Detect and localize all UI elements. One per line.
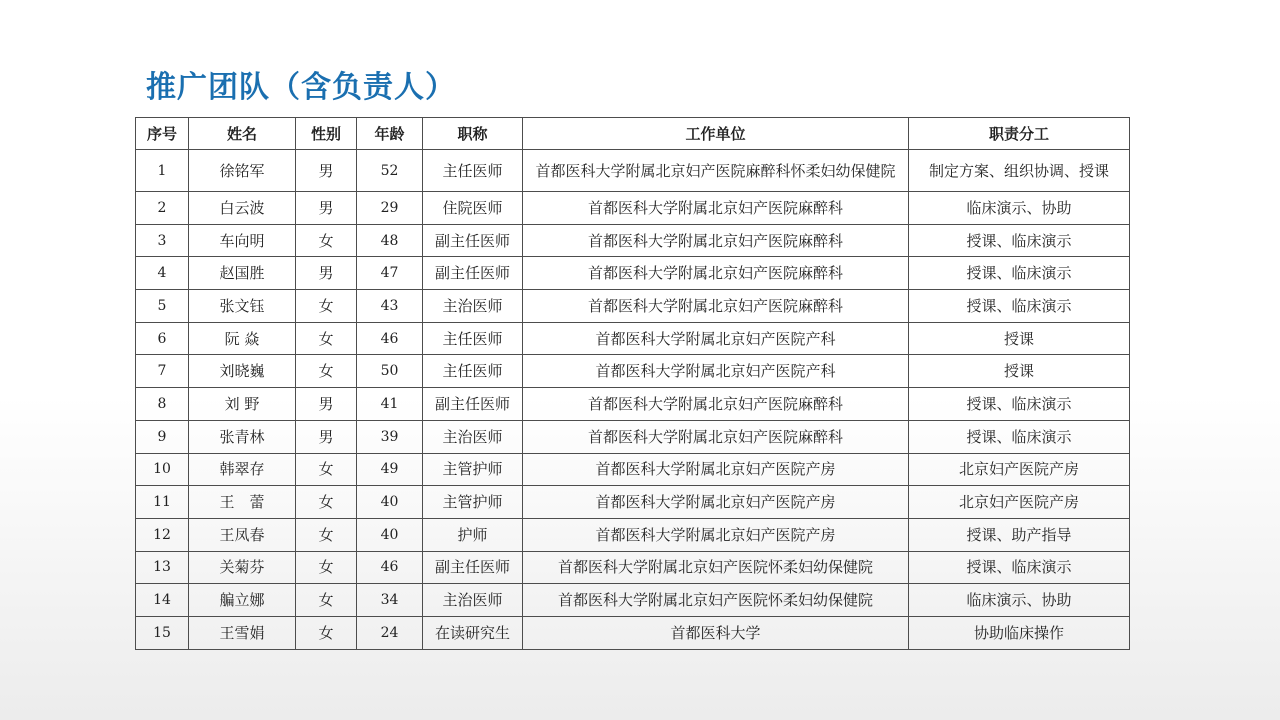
cell-workplace: 首都医科大学 — [523, 616, 909, 649]
cell-workplace: 首都医科大学附属北京妇产医院麻醉科 — [523, 420, 909, 453]
cell-name: 王 蕾 — [189, 486, 296, 519]
cell-age: 24 — [357, 616, 423, 649]
cell-title: 副主任医师 — [423, 388, 523, 421]
cell-workplace: 首都医科大学附属北京妇产医院麻醉科 — [523, 257, 909, 290]
cell-index: 2 — [136, 192, 189, 225]
cell-title: 副主任医师 — [423, 224, 523, 257]
cell-workplace: 首都医科大学附属北京妇产医院怀柔妇幼保健院 — [523, 584, 909, 617]
table-row — [136, 453, 1130, 486]
cell-gender: 女 — [296, 584, 357, 617]
header-age: 年龄 — [357, 118, 423, 150]
cell-gender: 女 — [296, 551, 357, 584]
cell-title: 主管护师 — [423, 486, 523, 519]
table-row — [136, 388, 1130, 421]
cell-name: 张文钰 — [189, 290, 296, 323]
header-name: 姓名 — [189, 118, 296, 150]
cell-index: 11 — [136, 486, 189, 519]
cell-age: 41 — [357, 388, 423, 421]
table-row — [136, 355, 1130, 388]
cell-title: 主任医师 — [423, 355, 523, 388]
cell-duty: 北京妇产医院产房 — [909, 486, 1130, 519]
cell-title: 副主任医师 — [423, 551, 523, 584]
cell-gender: 男 — [296, 192, 357, 225]
cell-duty: 授课、助产指导 — [909, 518, 1130, 551]
cell-workplace: 首都医科大学附属北京妇产医院产科 — [523, 322, 909, 355]
cell-gender: 男 — [296, 420, 357, 453]
cell-gender: 女 — [296, 355, 357, 388]
header-index: 序号 — [136, 118, 189, 150]
cell-duty: 授课 — [909, 355, 1130, 388]
cell-index: 8 — [136, 388, 189, 421]
cell-duty: 授课、临床演示 — [909, 224, 1130, 257]
cell-index: 5 — [136, 290, 189, 323]
cell-name: 白云波 — [189, 192, 296, 225]
cell-age: 46 — [357, 322, 423, 355]
cell-index: 3 — [136, 224, 189, 257]
cell-name: 王凤春 — [189, 518, 296, 551]
cell-name: 关菊芬 — [189, 551, 296, 584]
table-header — [136, 118, 1130, 150]
cell-title: 主管护师 — [423, 453, 523, 486]
cell-index: 6 — [136, 322, 189, 355]
cell-index: 12 — [136, 518, 189, 551]
cell-age: 49 — [357, 453, 423, 486]
table-row — [136, 486, 1130, 519]
header-workplace: 工作单位 — [523, 118, 909, 150]
header-row — [136, 118, 1130, 150]
cell-duty: 授课、临床演示 — [909, 551, 1130, 584]
cell-workplace: 首都医科大学附属北京妇产医院产科 — [523, 355, 909, 388]
table-body — [136, 150, 1130, 650]
table-row — [136, 616, 1130, 649]
cell-duty: 制定方案、组织协调、授课 — [909, 150, 1130, 192]
cell-gender: 女 — [296, 616, 357, 649]
cell-name: 张青林 — [189, 420, 296, 453]
cell-name: 赵国胜 — [189, 257, 296, 290]
cell-title: 住院医师 — [423, 192, 523, 225]
cell-age: 29 — [357, 192, 423, 225]
table-row — [136, 322, 1130, 355]
table-row — [136, 518, 1130, 551]
cell-workplace: 首都医科大学附属北京妇产医院麻醉科 — [523, 290, 909, 323]
header-gender: 性别 — [296, 118, 357, 150]
cell-index: 15 — [136, 616, 189, 649]
cell-gender: 女 — [296, 453, 357, 486]
cell-index: 13 — [136, 551, 189, 584]
cell-title: 护师 — [423, 518, 523, 551]
cell-gender: 女 — [296, 322, 357, 355]
table-row — [136, 584, 1130, 617]
table-row — [136, 150, 1130, 192]
cell-workplace: 首都医科大学附属北京妇产医院产房 — [523, 486, 909, 519]
cell-name: 王雪娟 — [189, 616, 296, 649]
cell-workplace: 首都医科大学附属北京妇产医院麻醉科 — [523, 224, 909, 257]
cell-duty: 授课、临床演示 — [909, 257, 1130, 290]
cell-index: 10 — [136, 453, 189, 486]
cell-age: 48 — [357, 224, 423, 257]
header-title: 职称 — [423, 118, 523, 150]
cell-gender: 女 — [296, 486, 357, 519]
slide-title: 推广团队（含负责人） — [146, 70, 456, 105]
cell-duty: 授课 — [909, 322, 1130, 355]
cell-title: 主治医师 — [423, 290, 523, 323]
cell-gender: 女 — [296, 224, 357, 257]
table-row — [136, 224, 1130, 257]
cell-gender: 男 — [296, 388, 357, 421]
cell-age: 40 — [357, 518, 423, 551]
cell-title: 副主任医师 — [423, 257, 523, 290]
cell-duty: 授课、临床演示 — [909, 388, 1130, 421]
cell-age: 40 — [357, 486, 423, 519]
table-row — [136, 192, 1130, 225]
cell-name: 车向明 — [189, 224, 296, 257]
cell-duty: 北京妇产医院产房 — [909, 453, 1130, 486]
cell-workplace: 首都医科大学附属北京妇产医院麻醉科 — [523, 192, 909, 225]
cell-gender: 女 — [296, 290, 357, 323]
cell-workplace: 首都医科大学附属北京妇产医院麻醉科怀柔妇幼保健院 — [523, 150, 909, 192]
cell-name: 刘晓巍 — [189, 355, 296, 388]
cell-workplace: 首都医科大学附属北京妇产医院麻醉科 — [523, 388, 909, 421]
cell-gender: 男 — [296, 257, 357, 290]
cell-duty: 授课、临床演示 — [909, 420, 1130, 453]
cell-age: 46 — [357, 551, 423, 584]
cell-age: 52 — [357, 150, 423, 192]
cell-workplace: 首都医科大学附属北京妇产医院产房 — [523, 518, 909, 551]
team-table — [135, 117, 1130, 650]
cell-index: 1 — [136, 150, 189, 192]
cell-duty: 协助临床操作 — [909, 616, 1130, 649]
cell-workplace: 首都医科大学附属北京妇产医院怀柔妇幼保健院 — [523, 551, 909, 584]
cell-title: 主任医师 — [423, 150, 523, 192]
cell-age: 43 — [357, 290, 423, 323]
cell-workplace: 首都医科大学附属北京妇产医院产房 — [523, 453, 909, 486]
cell-gender: 女 — [296, 518, 357, 551]
cell-age: 50 — [357, 355, 423, 388]
cell-index: 9 — [136, 420, 189, 453]
cell-duty: 临床演示、协助 — [909, 584, 1130, 617]
table-row — [136, 420, 1130, 453]
cell-duty: 临床演示、协助 — [909, 192, 1130, 225]
cell-title: 在读研究生 — [423, 616, 523, 649]
cell-age: 47 — [357, 257, 423, 290]
table-row — [136, 290, 1130, 323]
cell-title: 主治医师 — [423, 584, 523, 617]
cell-index: 7 — [136, 355, 189, 388]
cell-duty: 授课、临床演示 — [909, 290, 1130, 323]
cell-name: 徐铭军 — [189, 150, 296, 192]
cell-name: 刘 野 — [189, 388, 296, 421]
table-row — [136, 551, 1130, 584]
cell-title: 主治医师 — [423, 420, 523, 453]
cell-name: 韩翠存 — [189, 453, 296, 486]
cell-name: 阮 焱 — [189, 322, 296, 355]
cell-title: 主任医师 — [423, 322, 523, 355]
cell-age: 39 — [357, 420, 423, 453]
cell-index: 4 — [136, 257, 189, 290]
header-duty: 职责分工 — [909, 118, 1130, 150]
cell-name: 艑立娜 — [189, 584, 296, 617]
table-row — [136, 257, 1130, 290]
cell-index: 14 — [136, 584, 189, 617]
cell-gender: 男 — [296, 150, 357, 192]
cell-age: 34 — [357, 584, 423, 617]
